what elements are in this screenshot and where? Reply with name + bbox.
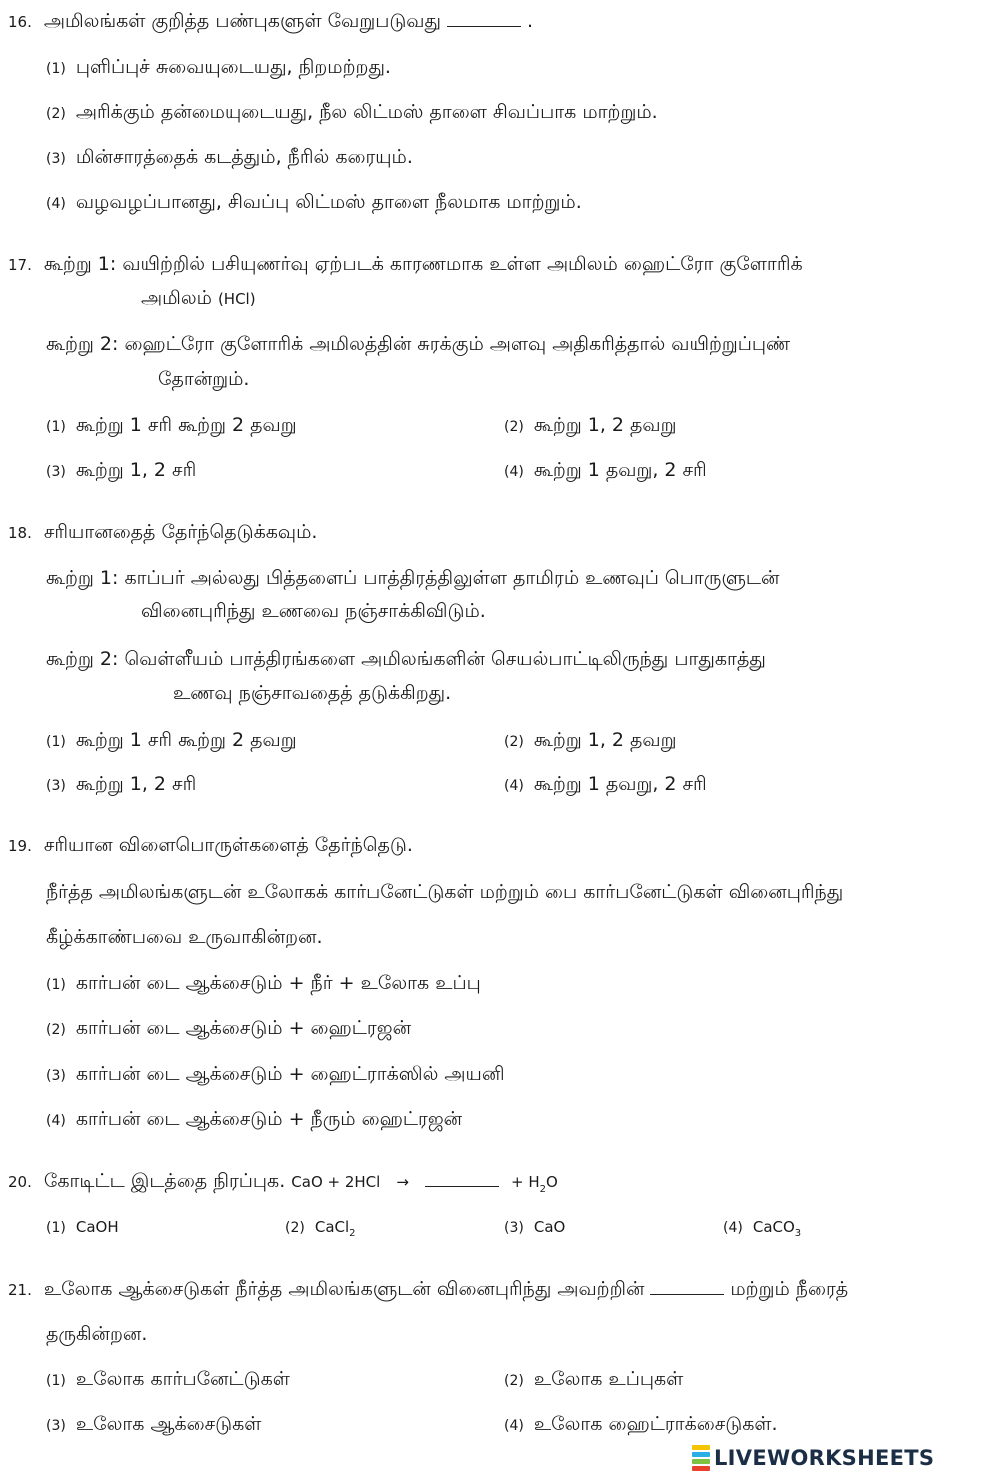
q20-option-3[interactable]: (3) CaO bbox=[504, 1218, 566, 1236]
q21-stem: 21. உலோக ஆக்சைடுகள் நீர்த்த அமிலங்களுடன் வினைபுரிந்து அவற்றின் மற்றும் நீரைத் bbox=[8, 1278, 849, 1300]
q19-option-3[interactable]: (3) கார்பன் டை ஆக்சைடும் + ஹைட்ராக்ஸில் அயனி bbox=[46, 1063, 505, 1085]
q18-statement-2: கூற்று 2: வெள்ளீயம் பாத்திரங்களை அமிலங்களின் செயல்பாட்டிலிருந்து பாதுகாத்து bbox=[46, 648, 766, 670]
q16-stem: 16. அமிலங்கள் குறித்த பண்புகளுள் வேறுபடுவது . bbox=[8, 10, 534, 32]
q16-option-1[interactable]: (1) புளிப்புச் சுவையுடையது, நிறமற்றது. bbox=[46, 56, 391, 78]
q20-option-4[interactable]: (4) CaCO$_3$ bbox=[723, 1218, 802, 1239]
q20-stem: 20. கோடிட்ட இடத்தை நிரப்புக. CaO + 2HCl → + $H_2O$ bbox=[8, 1170, 558, 1195]
q16-option-3[interactable]: (3) மின்சாரத்தைக் கடத்தும், நீரில் கரையும். bbox=[46, 146, 413, 168]
q17-statement-1: 17. கூற்று 1: வயிற்றில் பசியுணர்வு ஏற்படக் காரணமாக உள்ள அமிலம் ஹைட்ரோ குளோரிக் bbox=[8, 253, 803, 275]
q21-option-2[interactable]: (2) உலோக உப்புகள் bbox=[504, 1368, 684, 1390]
liveworksheets-brand[interactable] bbox=[692, 1444, 934, 1472]
q19-option-4[interactable]: (4) கார்பன் டை ஆக்சைடும் + நீரும் ஹைட்ரஜன் bbox=[46, 1108, 463, 1130]
brand-text: LIVEWORKSHEETS bbox=[714, 1446, 935, 1470]
q20-option-2[interactable]: (2) CaCl$_2$ bbox=[285, 1218, 356, 1239]
q19-body-line-1: நீர்த்த அமிலங்களுடன் உலோகக் கார்பனேட்டுகள் மற்றும் பை கார்பனேட்டுகள் வினைபுரிந்து bbox=[46, 881, 844, 903]
q18-stem: 18. சரியானதைத் தேர்ந்தெடுக்கவும். bbox=[8, 521, 318, 543]
q21-answer-blank[interactable] bbox=[650, 1280, 724, 1295]
q17-option-4[interactable]: (4) கூற்று 1 தவறு, 2 சரி bbox=[504, 459, 707, 481]
q18-statement-1-cont: வினைபுரிந்து உணவை நஞ்சாக்கிவிடும். bbox=[141, 600, 486, 622]
q17-statement-2: கூற்று 2: ஹைட்ரோ குளோரிக் அமிலத்தின் சுரக்கும் அளவு அதிகரித்தால் வயிற்றுப்புண் bbox=[46, 333, 791, 355]
q17-statement-1-cont: அமிலம் (HCl) bbox=[141, 287, 256, 309]
q21-option-4[interactable]: (4) உலோக ஹைட்ராக்சைடுகள். bbox=[504, 1413, 778, 1435]
q21-option-3[interactable]: (3) உலோக ஆக்சைடுகள் bbox=[46, 1413, 262, 1435]
q19-option-2[interactable]: (2) கார்பன் டை ஆக்சைடும் + ஹைட்ரஜன் bbox=[46, 1017, 411, 1039]
q18-option-2[interactable]: (2) கூற்று 1, 2 தவறு bbox=[504, 729, 677, 751]
q17-option-1[interactable]: (1) கூற்று 1 சரி கூற்று 2 தவறு bbox=[46, 414, 297, 436]
q21-option-1[interactable]: (1) உலோக கார்பனேட்டுகள் bbox=[46, 1368, 290, 1390]
q21-stem-cont: தருகின்றன. bbox=[46, 1323, 148, 1345]
q18-option-4[interactable]: (4) கூற்று 1 தவறு, 2 சரி bbox=[504, 773, 707, 795]
q17-option-2[interactable]: (2) கூற்று 1, 2 தவறு bbox=[504, 414, 677, 436]
q17-statement-2-cont: தோன்றும். bbox=[158, 368, 250, 390]
liveworksheets-logo-icon bbox=[692, 1444, 710, 1472]
q16-option-4[interactable]: (4) வழவழப்பானது, சிவப்பு லிட்மஸ் தாளை நீலமாக மாற்றும். bbox=[46, 191, 582, 213]
q18-option-3[interactable]: (3) கூற்று 1, 2 சரி bbox=[46, 773, 197, 795]
q16-answer-blank[interactable] bbox=[447, 12, 521, 27]
q16-option-2[interactable]: (2) அரிக்கும் தன்மையுடையது, நீல லிட்மஸ் தாளை சிவப்பாக மாற்றும். bbox=[46, 101, 658, 123]
q19-stem: 19. சரியான விளைபொருள்களைத் தேர்ந்தெடு. bbox=[8, 834, 413, 856]
q20-option-1[interactable]: (1) CaOH bbox=[46, 1218, 119, 1236]
q19-body-line-2: கீழ்க்காண்பவை உருவாகின்றன. bbox=[46, 926, 323, 948]
q18-statement-2-cont: உணவு நஞ்சாவதைத் தடுக்கிறது. bbox=[173, 682, 452, 704]
q18-statement-1: கூற்று 1: காப்பர் அல்லது பித்தளைப் பாத்திரத்திலுள்ள தாமிரம் உணவுப் பொருளுடன் bbox=[46, 567, 780, 589]
q17-option-3[interactable]: (3) கூற்று 1, 2 சரி bbox=[46, 459, 197, 481]
q19-option-1[interactable]: (1) கார்பன் டை ஆக்சைடும் + நீர் + உலோக உப்பு bbox=[46, 972, 481, 994]
q20-answer-blank[interactable] bbox=[425, 1172, 499, 1187]
q18-option-1[interactable]: (1) கூற்று 1 சரி கூற்று 2 தவறு bbox=[46, 729, 297, 751]
